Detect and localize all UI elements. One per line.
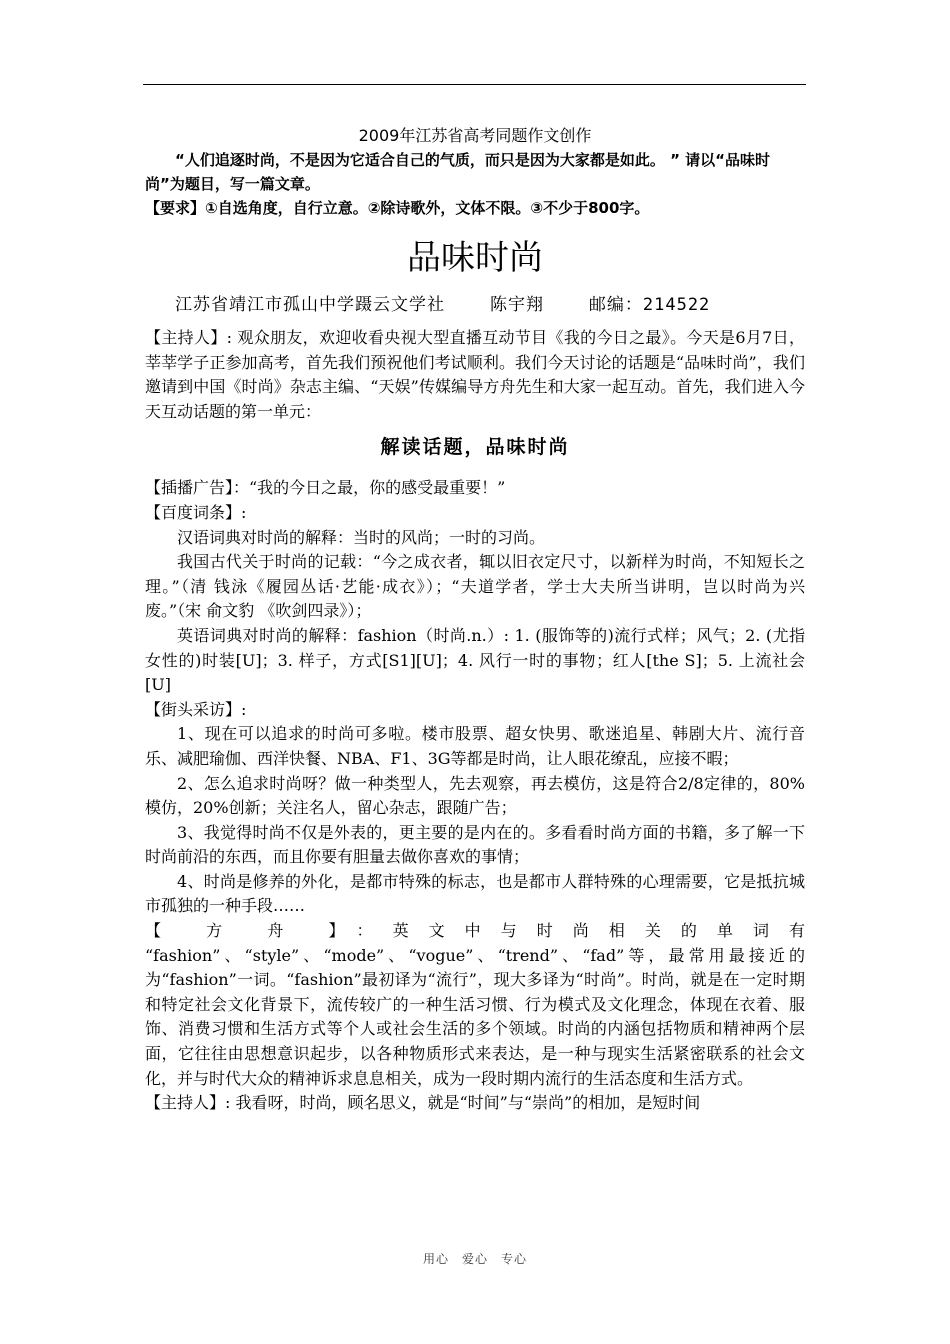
- essay-prompt: “人们追逐时尚，不是因为它适合自己的气质，而只是因为大家都是如此。 ” 请以“品味时尚”为题目，写一篇文章。: [145, 151, 771, 193]
- header-rule: [143, 84, 806, 85]
- exam-title: 2009年江苏省高考同题作文创作: [358, 126, 592, 145]
- baidu-entry-3: 英语词典对时尚的解释：fashion（时尚.n.）: 1. (服饰等的)流行式样；风气；2. (尤指女性的)时装[U]；3. 样子，方式[S1][U]；4. 风行一时的事物；红人[the S]；5. 上流社会[U]: [145, 625, 805, 695]
- baidu-entry-2: 我国古代关于时尚的记载：“今之成衣者，辄以旧衣定尺寸，以新样为时尚，不知短长之理。”（清 钱泳《履园丛话·艺能·成衣》）；“夫道学者，学士大夫所当讲明，岂以时尚为兴废。”（宋 俞文豹 《吹剑四录》）；: [145, 552, 805, 621]
- host-intro-paragraph: 【主持人】: 观众朋友，欢迎收看央视大型直播互动节目《我的今日之最》。今天是6月7日，莘莘学子正参加高考，首先我们预祝他们考试顺利。我们今天讨论的话题是“品味时尚”，我们邀请到中国《时尚》杂志主编、“天娱”传媒编导方舟先生和大家一起互动。首先，我们进入今天互动话题的第一单元：: [145, 328, 805, 421]
- street-interview-2: 2、怎么追求时尚呀？做一种类型人，先去观察，再去模仿，这是符合2/8定律的，80%模仿，20%创新；关注名人，留心杂志，跟随广告；: [145, 773, 805, 818]
- section-heading: 解读话题，品味时尚: [380, 436, 570, 459]
- essay-title: 品味时尚: [407, 238, 543, 278]
- author-line: 江苏省靖江市孤山中学蹑云文学社 陈宇翔 邮编：214522: [175, 295, 711, 315]
- page-footer: 用心 爱心 专心: [422, 1252, 527, 1266]
- street-interview-1: 1、现在可以追求的时尚可多啦。楼市股票、超女快男、歌迷追星、韩剧大片、流行音乐、减肥瑜伽、西洋快餐、NBA、F1、3G等都是时尚，让人眼花缭乱，应接不暇；: [145, 724, 805, 768]
- street-label: 【街头采访】:: [145, 699, 247, 719]
- host-second-paragraph: 【主持人】: 我看呀，时尚，顾名思义，就是“时间”与“崇尚”的相加，是短时间: [145, 1093, 701, 1113]
- ad-line: 【插播广告】：“我的今日之最，你的感受最重要！”: [145, 478, 506, 498]
- fangzhou-label: 【 方 舟 】：: [145, 921, 393, 941]
- document-body: [145, 124, 805, 1116]
- baidu-label: 【百度词条】:: [145, 502, 247, 522]
- baidu-entry-1: 汉语词典对时尚的解释：当时的风尚；一时的习尚。: [177, 527, 546, 547]
- fangzhou-first-line: [145, 919, 805, 944]
- essay-requirements: 【要求】①自选角度，自行立意。②除诗歌外，文体不限。③不少于800字。: [145, 199, 650, 217]
- fangzhou-first-text: 英文中与时尚相关的单词有: [392, 921, 805, 941]
- fangzhou-paragraph: “fashion”、“style”、“mode”、“vogue”、“trend”、“fad”等，最常用最接近的为“fashion”一词。“fashion”最初译为“流行”，现大多译为“时尚”。时尚，就是在一定时期和特定社会文化背景下，流传较广的一种生活习惯、行为模式及文化理念，体现在衣着、服饰、消费习惯和生活方式等个人或社会生活的多个领域。时尚的内涵包括物质和精神两个层面，它往往由思想意识起步，以各种物质形式来表达，是一种与现实生活紧密联系的社会文化，并与时代大众的精神诉求息息相关，成为一段时期内流行的生活态度和生活方式。: [145, 945, 805, 1088]
- street-interview-3: 3、我觉得时尚不仅是外表的，更主要的是内在的。多看看时尚方面的书籍，多了解一下时尚前沿的东西，而且你要有胆量去做你喜欢的事情；: [145, 822, 805, 867]
- street-interview-4: 4、时尚是修养的外化，是都市特殊的标志，也是都市人群特殊的心理需要，它是抵抗城市孤独的一种手段……: [145, 871, 805, 916]
